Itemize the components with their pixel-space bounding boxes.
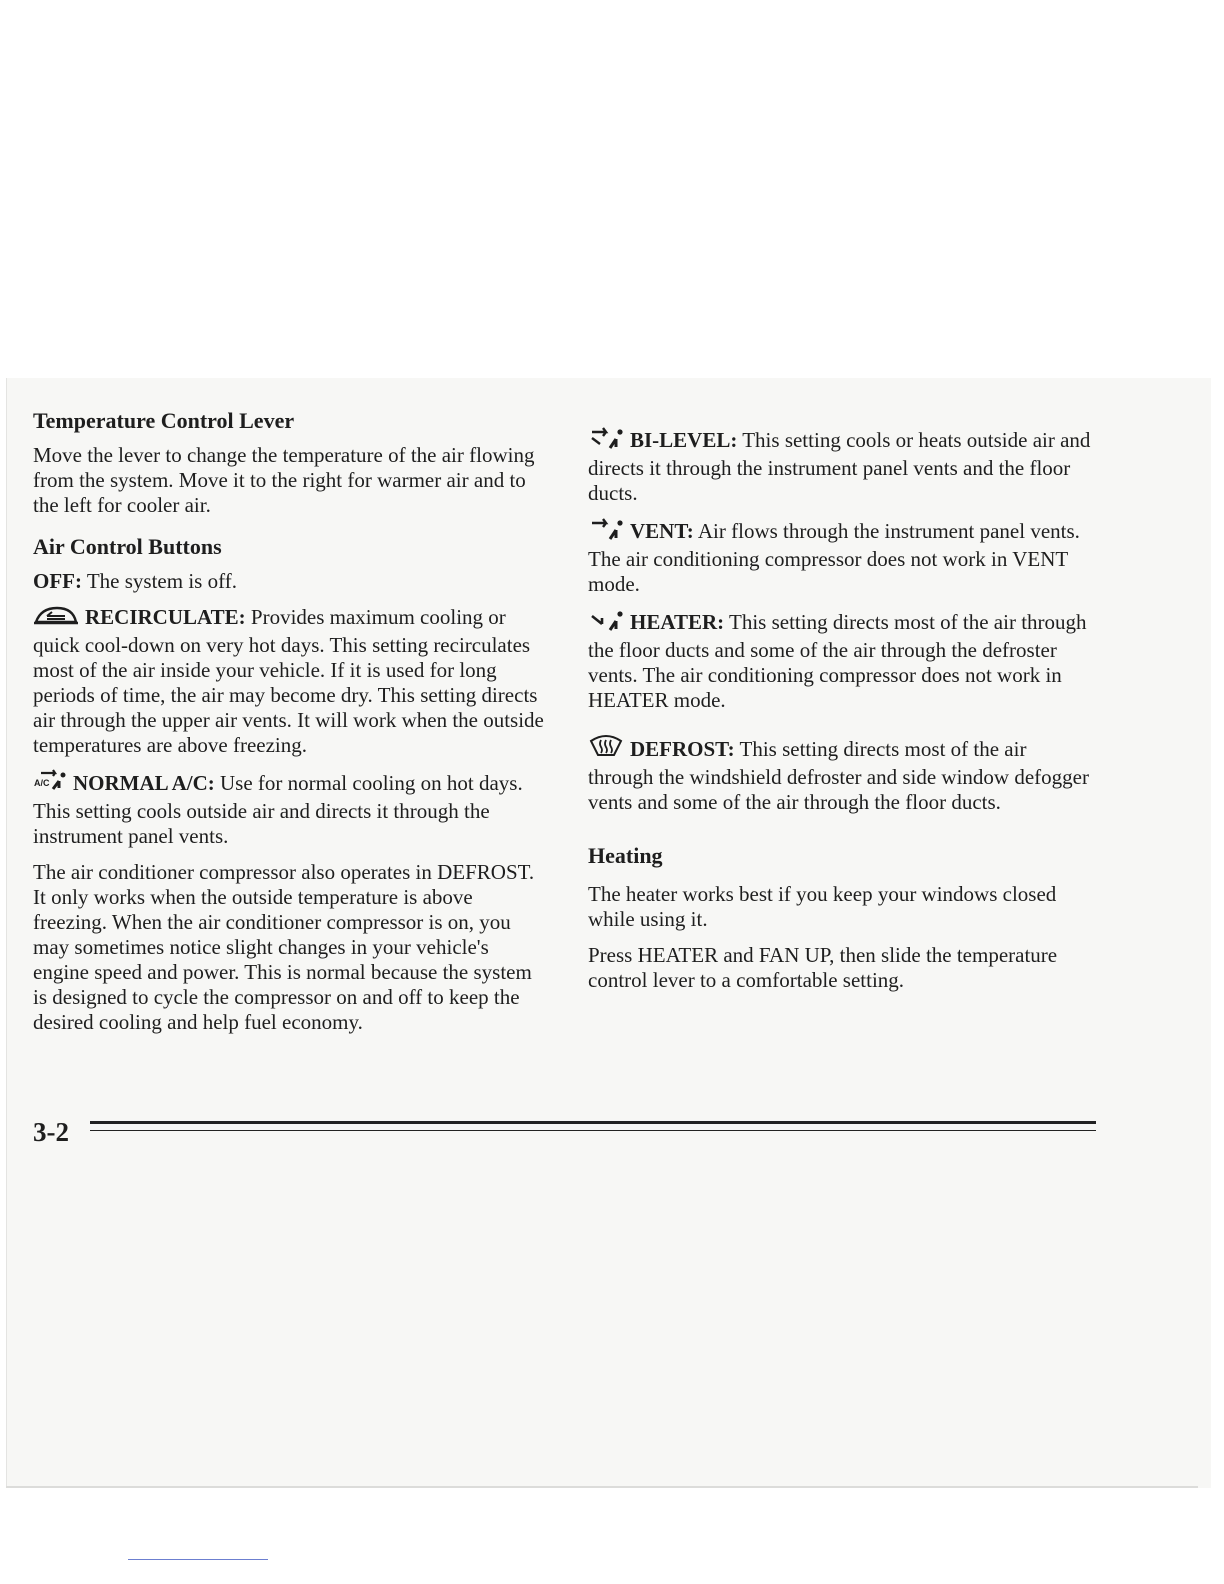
normal-ac-icon: [33, 769, 67, 799]
heating-text-2: Press HEATER and FAN UP, then slide the temperature control lever to a comfortable setting.: [588, 943, 1058, 992]
vent-label: VENT:: [630, 519, 694, 543]
recirculate-label: RECIRCULATE:: [85, 605, 246, 629]
bilevel-icon: [588, 426, 624, 456]
left-column: [33, 408, 549, 1046]
normal-ac-text: Use for normal cooling on hot days. This setting cools outside air and directs it through the instrument panel vents.: [33, 771, 523, 848]
bilevel-text: This setting cools or heats outside air and directs it through the instrument panel vents and the floor ducts.: [588, 428, 1091, 505]
recirculate-icon: [33, 605, 79, 633]
recirculate-text: Provides maximum cooling or quick cool-down on very hot days. This setting recirculates most of the air inside your vehicle. If it is used for long periods of time, the air may become dry. This setting directs air through the upper air vents. It will work when the outside temperatures are above freezing.: [33, 605, 544, 757]
vent-icon: [588, 517, 624, 547]
defrost-icon: [588, 733, 624, 765]
off-text: The system is off.: [86, 569, 237, 593]
defrost-label: DEFROST:: [630, 737, 735, 761]
heater-paragraph: [588, 608, 1094, 713]
normal-ac-label: NORMAL A/C:: [73, 771, 215, 795]
panel-bottom-edge: [6, 1486, 1198, 1488]
vent-text: Air flows through the instrument panel vents. The air conditioning compressor does not work in VENT mode.: [588, 519, 1080, 596]
normal-ac-paragraph: [33, 769, 549, 849]
defrost-paragraph: [588, 733, 1094, 815]
air-control-heading: Air Control Buttons: [33, 534, 222, 559]
temperature-control-heading: Temperature Control Lever: [33, 408, 295, 433]
recirculate-paragraph: [33, 605, 549, 758]
svg-text:A/C: A/C: [34, 778, 50, 788]
compressor-paragraph: The air conditioner compressor also operates in DEFROST. It only works when the outside temperature is above freezing. When the air conditioner compressor is on, you may sometimes notice slight changes in your vehicle's engine speed and power. This is normal because the system is designed to cycle the compressor on and off to keep the desired cooling and help fuel economy.: [33, 860, 535, 1034]
bilevel-paragraph: [588, 426, 1094, 506]
off-paragraph: [33, 569, 549, 594]
heater-label: HEATER:: [630, 610, 725, 634]
page-number: 3-2: [33, 1117, 69, 1147]
right-column: [588, 426, 1094, 1004]
footer-rule-thick: [90, 1121, 1096, 1124]
bilevel-label: BI-LEVEL:: [630, 428, 738, 452]
heating-heading: Heating: [588, 843, 663, 868]
bottom-underline: [128, 1559, 268, 1560]
defrost-text: This setting directs most of the air through the windshield defroster and side window defogger vents and some of the air through the floor ducts.: [588, 737, 1089, 814]
temperature-control-text: Move the lever to change the temperature of the air flowing from the system. Move it to the right for warmer air and to the left for cooler air.: [33, 443, 535, 517]
heater-text: This setting directs most of the air through the floor ducts and some of the air through the defroster vents. The air conditioning compressor does not work in HEATER mode.: [588, 610, 1087, 712]
vent-paragraph: [588, 517, 1094, 597]
heater-icon: [588, 608, 624, 638]
off-label: OFF:: [33, 569, 82, 593]
footer-rule-thin: [90, 1130, 1096, 1131]
heating-text-1: The heater works best if you keep your windows closed while using it.: [588, 882, 1057, 931]
